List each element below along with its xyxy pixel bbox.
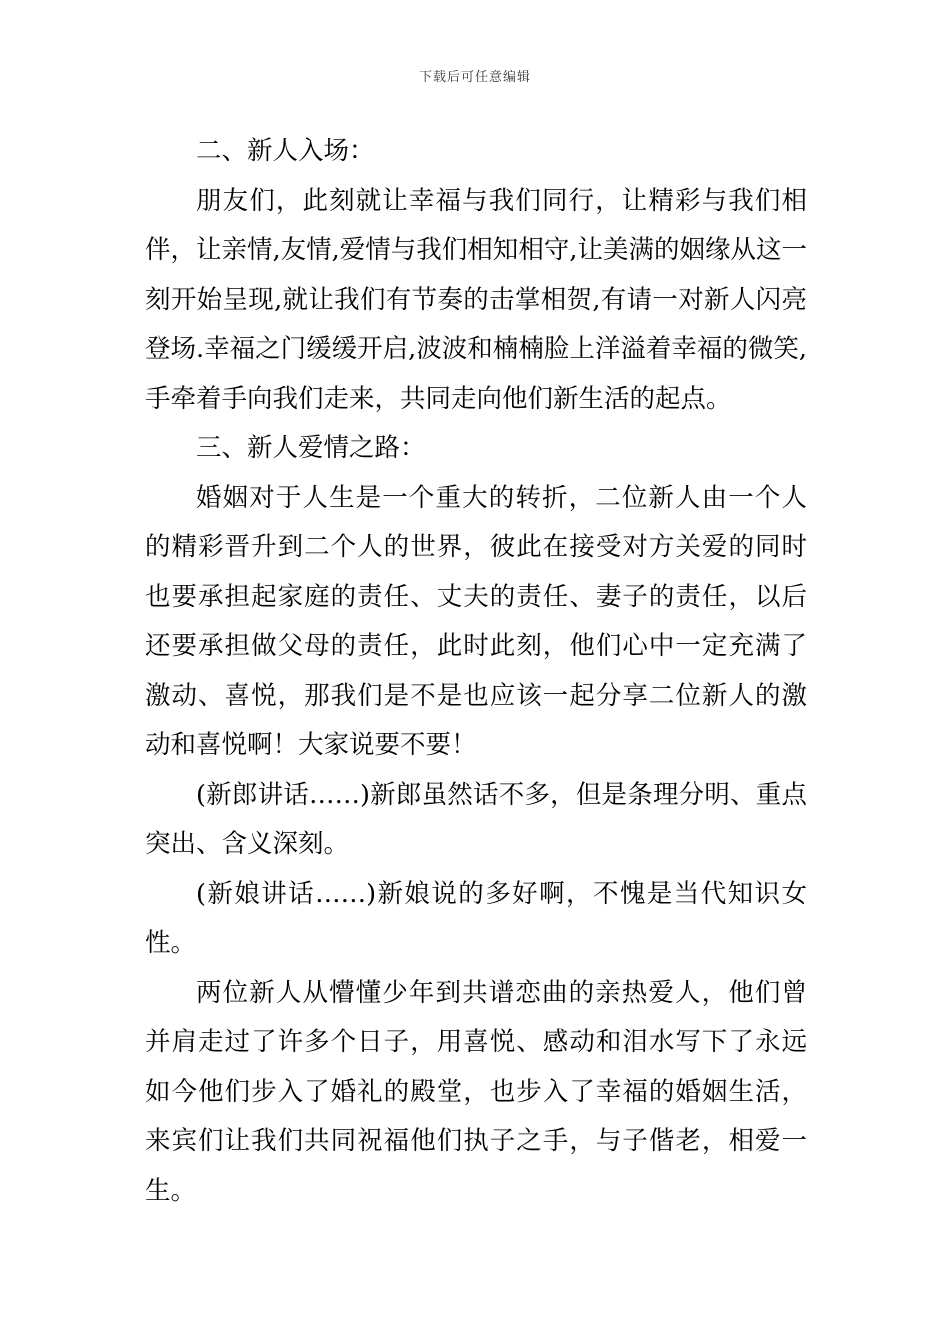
paragraph-groom-speech: (新郎讲话……)新郎虽然话不多，但是条理分明、重点突出、含义深刻。 (145, 779, 807, 859)
page-header: 下载后可任意编辑 (418, 70, 531, 85)
document-body (145, 127, 807, 1216)
paragraph-blessing: 两位新人从懵懂少年到共谱恋曲的亲热爱人，他们曾并肩走过了许多个日子，用喜悦、感动和泪水写下了永远如今他们步入了婚礼的殿堂，也步入了幸福的婚姻生活，来宾们让我们共同祝福他们执子之手，与子偕老，相爱一生。 (145, 977, 807, 1206)
paragraph-bride-speech: (新娘讲话……)新娘说的多好啊，不愧是当代知识女性。 (145, 878, 807, 958)
paragraph-entrance: 朋友们，此刻就让幸福与我们同行，让精彩与我们相伴，让亲情,友情,爱情与我们相知相守,让美满的姻缘从这一刻开始呈现,就让我们有节奏的击掌相贺,有请一对新人闪亮登场.幸福之门缓缓开启,波波和楠楠脸上洋溢着幸福的微笑,手牵着手向我们走来，共同走向他们新生活的起点。 (145, 185, 807, 414)
section-heading-love-road: 三、新人爱情之路： (196, 433, 426, 463)
section-heading-entrance: 二、新人入场： (196, 136, 375, 166)
paragraph-marriage: 婚姻对于人生是一个重大的转折，二位新人由一个人的精彩晋升到二个人的世界，彼此在接受对方关爱的同时也要承担起家庭的责任、丈夫的责任、妻子的责任，以后还要承担做父母的责任，此时此刻，他们心中一定充满了激动、喜悦，那我们是不是也应该一起分享二位新人的激动和喜悦啊！大家说要不要！ (145, 482, 807, 760)
